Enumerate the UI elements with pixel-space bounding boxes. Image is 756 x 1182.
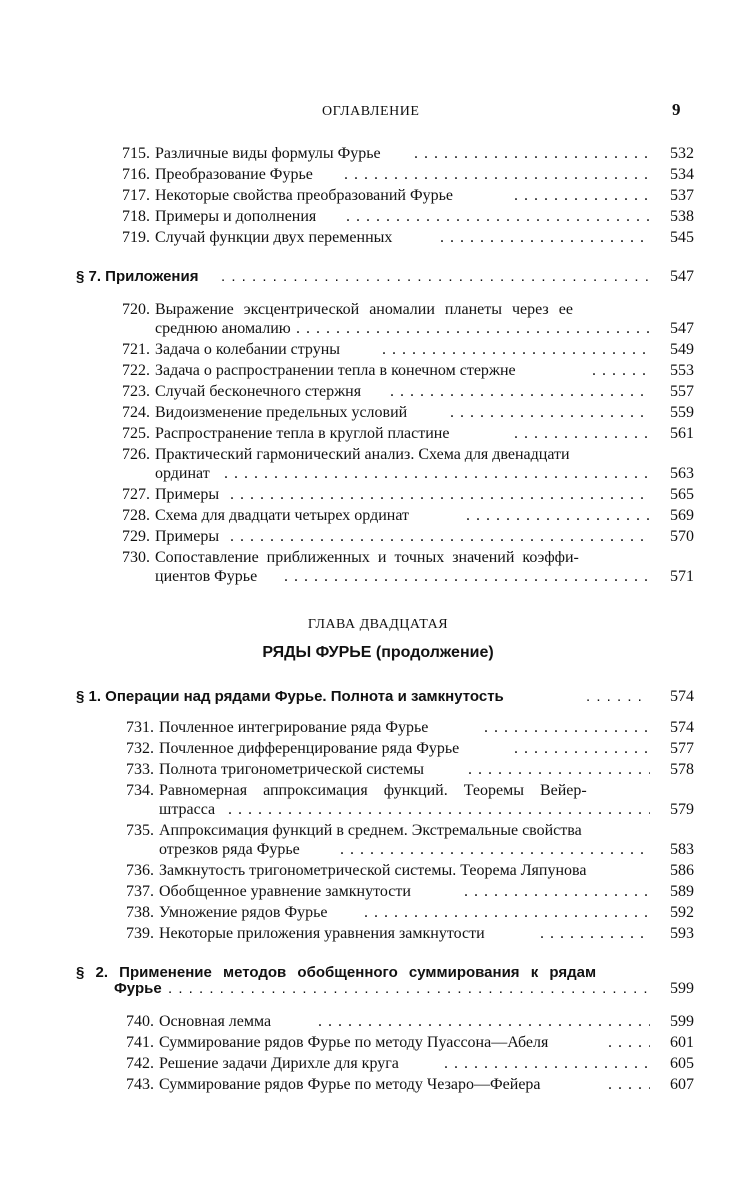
entry-page: 570 [670, 528, 694, 545]
section-page: 574 [670, 688, 694, 705]
entry-title: Равномерная аппроксимация функций. Теоремы Вейер- [159, 782, 587, 799]
entry-title-cont: среднюю аномалию [155, 320, 291, 337]
toc-entry-cont [114, 566, 694, 588]
entry-page: 569 [670, 507, 694, 524]
toc-entry: 725. Распространение тепла в круглой пластине . . . 561 [114, 423, 694, 445]
entry-title: Различные виды формулы Фурье [155, 145, 381, 162]
toc-entry: 740. Основная лемма . . . 599 [118, 1011, 694, 1033]
section-heading: § 1. Операции над рядами Фурье. Полнота и замкнутость . . . 574 [76, 686, 694, 708]
toc-entry-cont [118, 839, 694, 861]
toc-entry: 727. Примеры . . . 565 [114, 484, 694, 506]
entry-title: Схема для двадцати четырех ординат [155, 507, 410, 524]
entry-title: Почленное интегрирование ряда Фурье [159, 719, 429, 736]
toc-entry: 718. Примеры и дополнения . . . 538 [114, 206, 694, 228]
entry-page: 592 [670, 904, 694, 921]
toc-entry: 731. Почленное интегрирование ряда Фурье . . . 574 [118, 717, 694, 739]
toc-entry: 728. Схема для двадцати четырех ординат . . . 569 [114, 505, 694, 527]
entry-title: Замкнутость тригонометрической системы. Теорема Ляпунова [159, 862, 587, 879]
entry-page: 583 [670, 841, 694, 858]
toc-entry-cont [114, 463, 694, 485]
toc-entry: 715. Различные виды формулы Фурье . . . 532 [114, 143, 694, 165]
entry-title: Распространение тепла в круглой пластине [155, 425, 450, 442]
entry-title: Суммирование рядов Фурье по методу Пуассона—Абеля [159, 1034, 549, 1051]
toc-entry: 730. Сопоставление приближенных и точных значений коэффи- [122, 549, 579, 566]
toc-entry-cont [114, 318, 694, 340]
running-header: ОГЛАВЛЕНИЕ [322, 104, 420, 119]
entry-page: 577 [670, 740, 694, 757]
entry-title-cont: ординат [155, 465, 210, 482]
entry-page: 599 [670, 1013, 694, 1030]
entry-title: Преобразование Фурье [155, 166, 313, 183]
chapter-label: ГЛАВА ДВАДЦАТАЯ [307, 617, 449, 632]
entry-page: 574 [670, 719, 694, 736]
entry-page: 534 [670, 166, 694, 183]
entry-title: Примеры [155, 528, 220, 545]
entry-title: Обобщенное уравнение замкнутости [159, 883, 411, 900]
entry-page: 571 [670, 568, 694, 585]
entry-title: Случай функции двух переменных [155, 229, 393, 246]
entry-title: Выражение эксцентрической аномалии планеты через ее [155, 301, 573, 318]
toc-entry: 719. Случай функции двух переменных . . . 545 [114, 227, 694, 249]
entry-title: Полнота тригонометрической системы [159, 761, 425, 778]
entry-page: 553 [670, 362, 694, 379]
entry-page: 605 [670, 1055, 694, 1072]
entry-page: 601 [670, 1034, 694, 1051]
entry-title: Практический гармонический анализ. Схема для двенадцати [155, 446, 570, 463]
entry-page: 557 [670, 383, 694, 400]
entry-page: 532 [670, 145, 694, 162]
toc-entry: 720. Выражение эксцентрической аномалии планеты через ее [122, 301, 573, 318]
section-heading-cont: Фурье . . . 599 [76, 978, 694, 1000]
entry-page: 607 [670, 1076, 694, 1093]
entry-page: 579 [670, 801, 694, 818]
chapter-title: РЯДЫ ФУРЬЕ (продолжение) [262, 644, 494, 661]
toc-entry: 738. Умножение рядов Фурье . . . 592 [118, 902, 694, 924]
entry-page: 586 [670, 862, 694, 879]
entry-page: 559 [670, 404, 694, 421]
toc-entry: 737. Обобщенное уравнение замкнутости . . . 589 [118, 881, 694, 903]
entry-page: 545 [670, 229, 694, 246]
entry-page: 565 [670, 486, 694, 503]
toc-entry: 741. Суммирование рядов Фурье по методу Пуассона—Абеля . . . 601 [118, 1032, 694, 1054]
toc-entry: 722. Задача о распространении тепла в конечном стержне . . . 553 [114, 360, 694, 382]
entry-title: Задача о колебании струны [155, 341, 341, 358]
entry-title: Суммирование рядов Фурье по методу Чезаро—Фейера [159, 1076, 541, 1093]
toc-entry: 729. Примеры . . . 570 [114, 526, 694, 548]
entry-page: 538 [670, 208, 694, 225]
entry-page: 561 [670, 425, 694, 442]
section-heading: § 2. Применение методов обобщенного суммирования к рядам [76, 964, 597, 981]
toc-entry: 743. Суммирование рядов Фурье по методу Чезаро—Фейера . . . 607 [118, 1074, 694, 1096]
entry-title-cont: штрасса [159, 801, 216, 818]
entry-page: 593 [670, 925, 694, 942]
entry-page: 537 [670, 187, 694, 204]
toc-entry: 739. Некоторые приложения уравнения замкнутости . . . 593 [118, 923, 694, 945]
toc-entry: 742. Решение задачи Дирихле для круга . . . 605 [118, 1053, 694, 1075]
entry-title: Основная лемма [159, 1013, 272, 1030]
toc-entry: 733. Полнота тригонометрической системы . . . 578 [118, 759, 694, 781]
entry-title: Умножение рядов Фурье [159, 904, 328, 921]
toc-entry: 717. Некоторые свойства преобразований Фурье . . . 537 [114, 185, 694, 207]
section-heading: § 7. Приложения . . . 547 [76, 266, 694, 288]
toc-entry: 726. Практический гармонический анализ. Схема для двенадцати [122, 446, 570, 463]
entry-page: 589 [670, 883, 694, 900]
entry-page: 578 [670, 761, 694, 778]
entry-title: Решение задачи Дирихле для круга [159, 1055, 399, 1072]
entry-title: Примеры и дополнения [155, 208, 317, 225]
entry-title: Некоторые свойства преобразований Фурье [155, 187, 453, 204]
entry-page: 563 [670, 465, 694, 482]
entry-title: Примеры [155, 486, 220, 503]
entry-page: 547 [670, 320, 694, 337]
toc-entry: 724. Видоизменение предельных условий . . . 559 [114, 402, 694, 424]
toc-entry: 736. Замкнутость тригонометрической системы. Теорема Ляпунова 586 [118, 860, 694, 882]
toc-entry-cont [118, 799, 694, 821]
entry-page: 549 [670, 341, 694, 358]
toc-entry: 734. Равномерная аппроксимация функций. Теоремы Вейер- [126, 782, 587, 799]
entry-title: Сопоставление приближенных и точных значений коэффи- [155, 549, 579, 566]
section-page: 547 [670, 268, 694, 285]
toc-entry: 716. Преобразование Фурье . . . 534 [114, 164, 694, 186]
entry-title: Задача о распространении тепла в конечном стержне [155, 362, 516, 379]
entry-title: Случай бесконечного стержня [155, 383, 362, 400]
entry-title-cont: циентов Фурье [155, 568, 258, 585]
entry-title: Видоизменение предельных условий [155, 404, 408, 421]
toc-entry: 721. Задача о колебании струны . . . 549 [114, 339, 694, 361]
toc-entry: 723. Случай бесконечного стержня . . . 557 [114, 381, 694, 403]
entry-title: Аппроксимация функций в среднем. Экстремальные свойства [159, 822, 582, 839]
section-page: 599 [670, 980, 694, 997]
entry-title: Почленное дифференцирование ряда Фурье [159, 740, 460, 757]
page-number: 9 [672, 100, 681, 119]
toc-entry: 732. Почленное дифференцирование ряда Фурье . . . 577 [118, 738, 694, 760]
toc-entry: 735. Аппроксимация функций в среднем. Экстремальные свойства [126, 822, 582, 839]
entry-title-cont: отрезков ряда Фурье [159, 841, 300, 858]
entry-title: Некоторые приложения уравнения замкнутости [159, 925, 485, 942]
